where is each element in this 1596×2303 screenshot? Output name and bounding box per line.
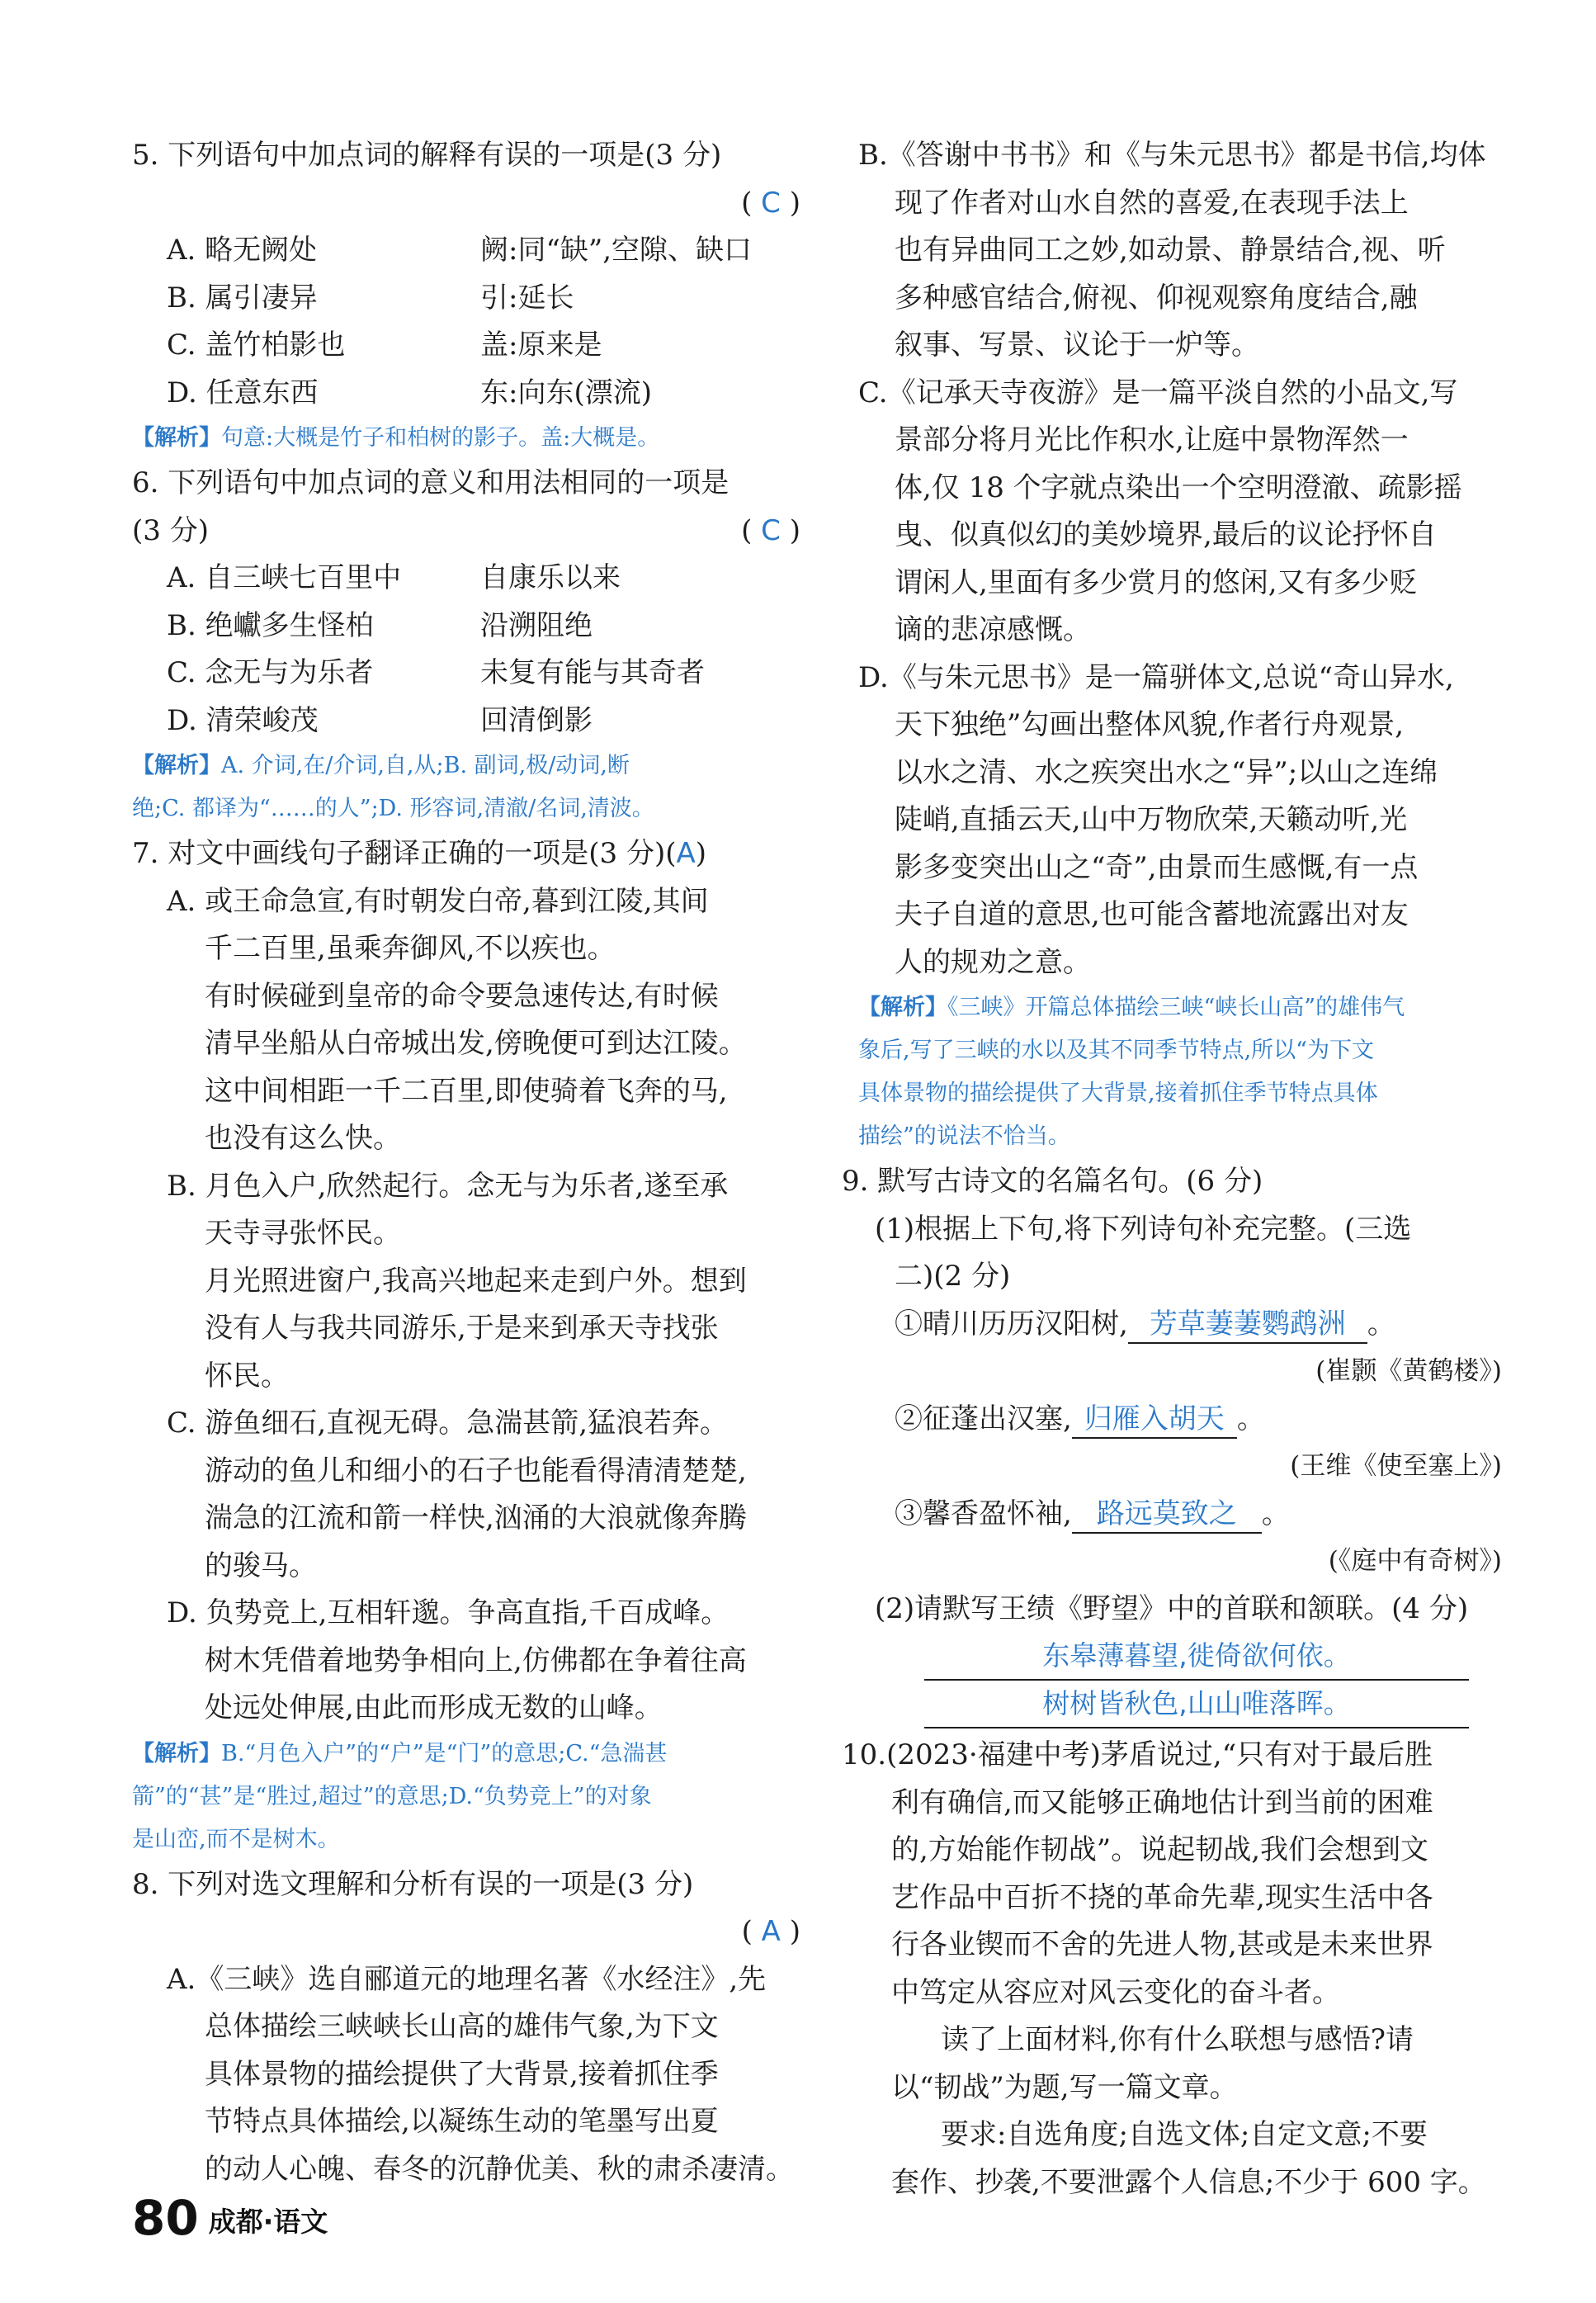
question-5-option-d: D. 任意东西 东:向东(漂流) bbox=[167, 376, 652, 409]
question-9-part-1-cont: 二)(2 分) bbox=[895, 1260, 1011, 1293]
question-8-option-c-1: C.《记承天寺夜游》是一篇平淡自然的小品文,写 bbox=[858, 376, 1458, 409]
question-6-option-a: A. 自三峡七百里中 自康乐以来 bbox=[167, 561, 621, 594]
question-9-item-3: ③馨香盈怀袖, 路远莫致之 。 bbox=[858, 1491, 1502, 1539]
page-number: 80 bbox=[132, 2190, 199, 2246]
question-7-option-c-3: 湍急的江流和箭一样快,汹涌的大浪就像奔腾 bbox=[205, 1501, 747, 1535]
answer-blank: 芳草萋萋鹦鹉洲 bbox=[1128, 1306, 1367, 1344]
page-footer bbox=[132, 2192, 328, 2244]
question-7-option-c-1: C. 游鱼细石,直视无碍。急湍甚箭,猛浪若奔。 bbox=[167, 1407, 729, 1440]
answer-blank: 归雁入胡天 bbox=[1072, 1401, 1237, 1439]
question-10-line-2: 利有确信,而又能够正确地估计到当前的困难 bbox=[891, 1785, 1433, 1819]
question-9 bbox=[842, 1158, 1502, 1728]
question-9-part-1: (1)根据上下句,将下列诗句补充完整。(三选 bbox=[875, 1212, 1412, 1246]
question-7-option-c-2: 游动的鱼儿和细小的石子也能看得清清楚楚, bbox=[205, 1454, 747, 1487]
question-5-option-a: A. 略无阙处 阙:同“缺”,空隙、缺口 bbox=[167, 234, 753, 267]
question-8-option-a-5: 的动人心魄、春冬的沉静优美、秋的肃杀凄清。 bbox=[205, 2152, 794, 2186]
question-6-stem: 6. 下列语句中加点词的意义和用法相同的一项是 bbox=[132, 466, 730, 499]
question-8-stem: 8. 下列对选文理解和分析有误的一项是(3 分) bbox=[132, 1867, 694, 1901]
question-7-option-b-1: B. 月色入户,欣然起行。念无与为乐者,遂至承 bbox=[167, 1169, 729, 1203]
question-8-option-c-6: 谪的悲凉感慨。 bbox=[895, 613, 1091, 646]
right-column bbox=[842, 132, 1502, 2206]
question-7 bbox=[132, 830, 800, 1861]
question-8-explanation-4: 描绘”的说法不恰当。 bbox=[858, 1123, 1070, 1149]
question-8-explanation-3: 具体景物的描绘提供了大背景,接着抓住季节特点具体 bbox=[858, 1081, 1378, 1106]
question-6-stem-2: (3 分) ( C ) bbox=[132, 513, 800, 547]
question-8-option-a-4: 节特点具体描绘,以凝练生动的笔墨写出夏 bbox=[205, 2105, 719, 2138]
question-7-option-a-3: 有时候碰到皇帝的命令要急速传达,有时候 bbox=[205, 979, 719, 1013]
question-8-option-d-5: 影多变突出山之“奇”,由景而生感慨,有一点 bbox=[895, 850, 1419, 884]
question-7-explanation-2: 箭”的“甚”是“胜过,超过”的意思;D.“负势竞上”的对象 bbox=[132, 1783, 652, 1809]
question-6-answer: C bbox=[761, 513, 781, 547]
question-7-option-a-2: 千二百里,虽乘奔御风,不以疾也。 bbox=[205, 932, 616, 965]
question-8-option-c-4: 曳、似真似幻的美妙境界,最后的议论抒怀自 bbox=[895, 518, 1437, 551]
question-9-item-2-source: (王维《使至塞上》) bbox=[1290, 1451, 1502, 1481]
question-9-item-3-source: (《庭中有奇树》) bbox=[1328, 1546, 1502, 1576]
question-6-option-c: C. 念无与为乐者 未复有能与其奇者 bbox=[167, 656, 705, 689]
question-8-option-d-1: D.《与朱元思书》是一篇骈体文,总说“奇山异水, bbox=[858, 660, 1454, 694]
question-10-requirement-2: 套作、抄袭,不要泄露个人信息;不少于 600 字。 bbox=[891, 2165, 1486, 2199]
question-8-explanation: 【解析】《三峡》开篇总体描绘三峡“峡长山高”的雄伟气 bbox=[858, 995, 1405, 1020]
question-9-part-2: (2)请默写王绩《野望》中的首联和颔联。(4 分) bbox=[875, 1591, 1469, 1625]
question-5 bbox=[132, 132, 800, 460]
question-5-stem: 5. 下列语句中加点词的解释有误的一项是(3 分) bbox=[132, 139, 722, 172]
question-6-option-b: B. 绝巘多生怪柏 沿溯阻绝 bbox=[167, 608, 593, 642]
question-8-option-a-3: 具体景物的描绘提供了大背景,接着抓住季 bbox=[205, 2057, 719, 2091]
question-8-option-d-6: 夫子自道的意思,也可能含蓄地流露出对友 bbox=[895, 898, 1409, 931]
question-8-option-b-3: 也有异曲同工之妙,如动景、静景结合,视、听 bbox=[895, 234, 1446, 267]
question-8-option-c-2: 景部分将月光比作积水,让庭中景物浑然一 bbox=[895, 423, 1409, 456]
question-8-continued bbox=[858, 132, 1502, 1158]
question-5-option-b: B. 属引凄异 引:延长 bbox=[167, 281, 574, 314]
question-10-line-1: 10.(2023·福建中考)茅盾说过,“只有对于最后胜 bbox=[842, 1738, 1433, 1771]
question-6-option-d: D. 清荣峻茂 回清倒影 bbox=[167, 703, 593, 737]
question-8-option-c-3: 体,仅 18 个字就点染出一个空明澄澈、疏影摇 bbox=[895, 471, 1462, 504]
question-10-line-5: 行各业锲而不舍的先进人物,甚或是未来世界 bbox=[891, 1928, 1433, 1961]
question-7-option-a-1: A. 或王命急宣,有时朝发白帝,暮到江陵,其间 bbox=[167, 884, 709, 918]
left-column bbox=[132, 132, 800, 2193]
answer-blank: 路远莫致之 bbox=[1072, 1496, 1262, 1534]
question-9-stem: 9. 默写古诗文的名篇名句。(6 分) bbox=[842, 1165, 1263, 1198]
question-8-option-b-5: 叙事、写景、议论于一炉等。 bbox=[895, 329, 1259, 362]
question-10-line-6: 中笃定从容应对风云变化的奋斗者。 bbox=[891, 1975, 1340, 2009]
question-5-answer-line: ( C ) bbox=[741, 186, 800, 220]
question-7-option-b-2: 天寺寻张怀民。 bbox=[205, 1217, 401, 1250]
question-9-item-2: ②征蓬出汉塞, 归雁入胡天 。 bbox=[858, 1396, 1502, 1444]
question-5-option-c: C. 盖竹柏影也 盖:原来是 bbox=[167, 329, 602, 362]
question-7-option-c-4: 的骏马。 bbox=[205, 1549, 317, 1582]
question-9-part-2-answer-2: 树树皆秋色,山山唯落晖。 bbox=[924, 1681, 1469, 1728]
question-7-option-a-4: 清早坐船从白帝城出发,傍晚便可到达江陵。 bbox=[205, 1027, 747, 1060]
question-7-option-a-5: 这中间相距一千二百里,即使骑着飞奔的马, bbox=[205, 1074, 728, 1108]
question-8-option-b-4: 多种感官结合,俯视、仰视观察角度结合,融 bbox=[895, 281, 1418, 314]
question-9-item-1-source: (崔颢《黄鹤楼》) bbox=[1315, 1356, 1502, 1386]
question-8-option-d-3: 以水之清、水之疾突出水之“异”;以山之连绵 bbox=[895, 755, 1438, 789]
question-10 bbox=[842, 1732, 1502, 2206]
question-8-answer: A bbox=[761, 1915, 781, 1948]
question-7-option-d-3: 处远处伸展,由此而形成无数的山峰。 bbox=[205, 1691, 663, 1724]
question-8-option-d-2: 天下独绝”勾画出整体风貌,作者行舟观景, bbox=[895, 708, 1404, 741]
question-7-option-b-5: 怀民。 bbox=[205, 1359, 289, 1393]
question-8-option-d-4: 陡峭,直插云天,山中万物欣荣,天籁动听,光 bbox=[895, 803, 1408, 836]
question-8-answer-line: ( A ) bbox=[741, 1915, 800, 1948]
question-8-option-d-7: 人的规劝之意。 bbox=[895, 945, 1091, 979]
question-8 bbox=[132, 1861, 800, 2194]
question-6-explanation: 【解析】A. 介词,在/介词,自,从;B. 副词,极/动词,断 bbox=[132, 753, 630, 778]
question-7-stem: 7. 对文中画线句子翻译正确的一项是(3 分)(A) bbox=[132, 837, 707, 870]
question-10-line-3: 的,方始能作韧战”。说起韧战,我们会想到文 bbox=[891, 1833, 1428, 1866]
question-7-answer: A bbox=[676, 837, 696, 870]
question-7-option-b-3: 月光照进窗户,我高兴地起来走到户外。想到 bbox=[205, 1264, 747, 1298]
question-7-option-a-6: 也没有这么快。 bbox=[205, 1122, 401, 1155]
question-5-explanation: 【解析】句意:大概是竹子和柏树的影子。盖:大概是。 bbox=[132, 425, 660, 451]
question-10-prompt-2: 以“韧战”为题,写一篇文章。 bbox=[891, 2070, 1238, 2104]
question-6 bbox=[132, 460, 800, 830]
question-10-requirement-1: 要求:自选角度;自选文体;自定文意;不要 bbox=[941, 2118, 1428, 2151]
question-10-prompt-1: 读了上面材料,你有什么联想与感悟?请 bbox=[941, 2023, 1414, 2056]
question-8-option-a-2: 总体描绘三峡峡长山高的雄伟气象,为下文 bbox=[205, 2010, 719, 2043]
question-8-option-a-1: A.《三峡》选自郦道元的地理名著《水经注》,先 bbox=[167, 1962, 767, 1996]
question-8-option-c-5: 谓闲人,里面有多少赏月的悠闲,又有多少贬 bbox=[895, 565, 1418, 599]
question-7-option-b-4: 没有人与我共同游乐,于是来到承天寺找张 bbox=[205, 1312, 719, 1345]
question-6-explanation-2: 绝;C. 都译为“……的人”;D. 形容词,清澈/名词,清波。 bbox=[132, 796, 654, 821]
book-label: 成都·语文 bbox=[208, 2206, 328, 2238]
question-7-option-d-1: D. 负势竞上,互相轩邈。争高直指,千百成峰。 bbox=[167, 1596, 730, 1629]
question-7-explanation-3: 是山峦,而不是树木。 bbox=[132, 1826, 340, 1852]
question-5-answer: C bbox=[761, 186, 781, 220]
question-7-option-d-2: 树木凭借着地势争相向上,仿佛都在争着往高 bbox=[205, 1643, 747, 1677]
question-9-part-2-answer-1: 东皋薄暮望,徙倚欲何依。 bbox=[924, 1633, 1469, 1681]
question-9-item-1: ①晴川历历汉阳树, 芳草萋萋鹦鹉洲 。 bbox=[858, 1301, 1502, 1349]
question-10-line-4: 艺作品中百折不挠的革命先辈,现实生活中各 bbox=[891, 1880, 1433, 1914]
question-8-explanation-2: 象后,写了三峡的水以及其不同季节特点,所以“为下文 bbox=[858, 1038, 1374, 1063]
question-7-explanation: 【解析】B.“月色入户”的“户”是“门”的意思;C.“急湍甚 bbox=[132, 1740, 668, 1766]
question-8-option-b-2: 现了作者对山水自然的喜爱,在表现手法上 bbox=[895, 186, 1409, 220]
question-8-option-b-1: B.《答谢中书书》和《与朱元思书》都是书信,均体 bbox=[858, 139, 1486, 172]
